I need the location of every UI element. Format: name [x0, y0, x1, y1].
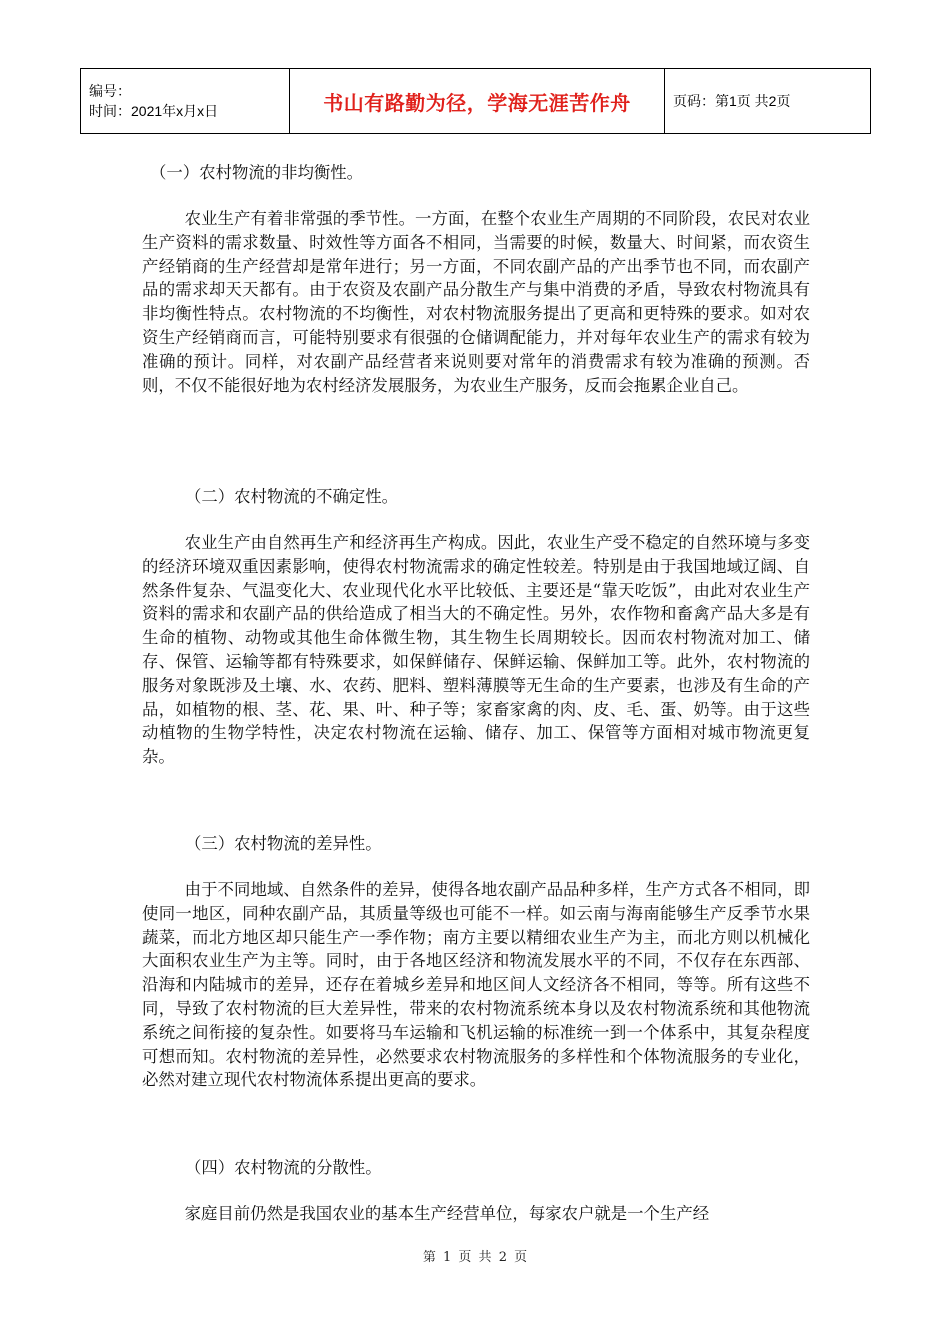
- header-table: [80, 68, 871, 134]
- section-paragraph-3: [142, 878, 810, 1092]
- paragraph-text: 农业生产有着非常强的季节性。一方面，在整个农业生产周期的不同阶段，农民对农业生产资料的需求数量、时效性等方面各不相同，当需要的时候，数量大、时间紧，而农资生产经销商的生产经营却是常年进行；另一方面，不同农副产品的产出季节也不同，而农副产品的需求却天天都有。由于农资及农副产品分散生产与集中消费的矛盾，导致农村物流具有非均衡性特点。农村物流的不均衡性，对农村物流服务提出了更高和更特殊的要求。如对农资生产经销商而言，可能特别要求有很强的仓储调配能力，并对每年农业生产的需求有较为准确的预计。同样，对农副产品经营者来说则要对常年的消费需求有较为准确的预测。否则，不仅不能很好地为农村经济发展服务，为农业生产服务，反而会拖累企业自己。: [142, 209, 810, 395]
- section-paragraph-1: [142, 207, 810, 397]
- header-page-info: 页码：第1页 共2页: [665, 69, 871, 134]
- section-heading-2: （二）农村物流的不确定性。: [185, 487, 399, 506]
- section-paragraph-2: [142, 531, 810, 769]
- paragraph-text: 农业生产由自然再生产和经济再生产构成。因此，农业生产受不稳定的自然环境与多变的经济环境双重因素影响，使得农村物流需求的确定性较差。特别是由于我国地域辽阔、自然条件复杂、气温变化大、农业现代化水平比较低、主要还是“靠天吃饭”，由此对农业生产资料的需求和农副产品的供给造成了相当大的不确定性。另外，农作物和畜禽产品大多是有生命的植物、动物或其他生命体微生物，其生物生长周期较长。因而农村物流对加工、储存、保管、运输等都有特殊要求，如保鲜储存、保鲜运输、保鲜加工等。此外，农村物流的服务对象既涉及土壤、水、农药、肥料、塑料薄膜等无生命的生产要素，也涉及有生命的产品，如植物的根、茎、花、果、叶、种子等；家畜家禽的肉、皮、毛、蛋、奶等。由于这些动植物的生物学特性，决定农村物流在运输、储存、加工、保管等方面相对城市物流更复杂。: [142, 533, 810, 767]
- paragraph-text: 家庭目前仍然是我国农业的基本生产经营单位，每家农户就是一个生产经: [184, 1204, 710, 1223]
- document-number-label: 编号：: [89, 83, 131, 99]
- section-heading-1: （一）农村物流的非均衡性。: [150, 163, 364, 182]
- paragraph-text: 由于不同地域、自然条件的差异，使得各地农副产品品种多样，生产方式各不相同，即使同一地区，同种农副产品，其质量等级也可能不一样。如云南与海南能够生产反季节水果蔬菜，而北方地区却只能生产一季作物；南方主要以精细农业生产为主，而北方则以机械化大面积农业生产为主等。同时，由于各地区经济和物流发展水平的不同，不仅存在东西部、沿海和内陆城市的差异，还存在着城乡差异和地区间人文经济各不相同，等等。所有这些不同，导致了农村物流的巨大差异性，带来的农村物流系统本身以及农村物流系统和其他物流系统之间衔接的复杂性。如要将马车运输和飞机运输的标准统一到一个体系中，其复杂程度可想而知。农村物流的差异性，必然要求农村物流服务的多样性和个体物流服务的专业化，必然对建立现代农村物流体系提出更高的要求。: [142, 880, 810, 1090]
- section-heading-4: （四）农村物流的分散性。: [185, 1158, 382, 1177]
- header-motto: 书山有路勤为径，学海无涯苦作舟: [290, 69, 665, 134]
- section-heading-3: （三）农村物流的差异性。: [185, 834, 382, 853]
- section-paragraph-4: [142, 1202, 810, 1226]
- document-time-label: 时间：2021年x月x日: [89, 103, 219, 119]
- header-meta-cell: [81, 69, 290, 134]
- page-footer: 第 1 页 共 2 页: [422, 1250, 528, 1265]
